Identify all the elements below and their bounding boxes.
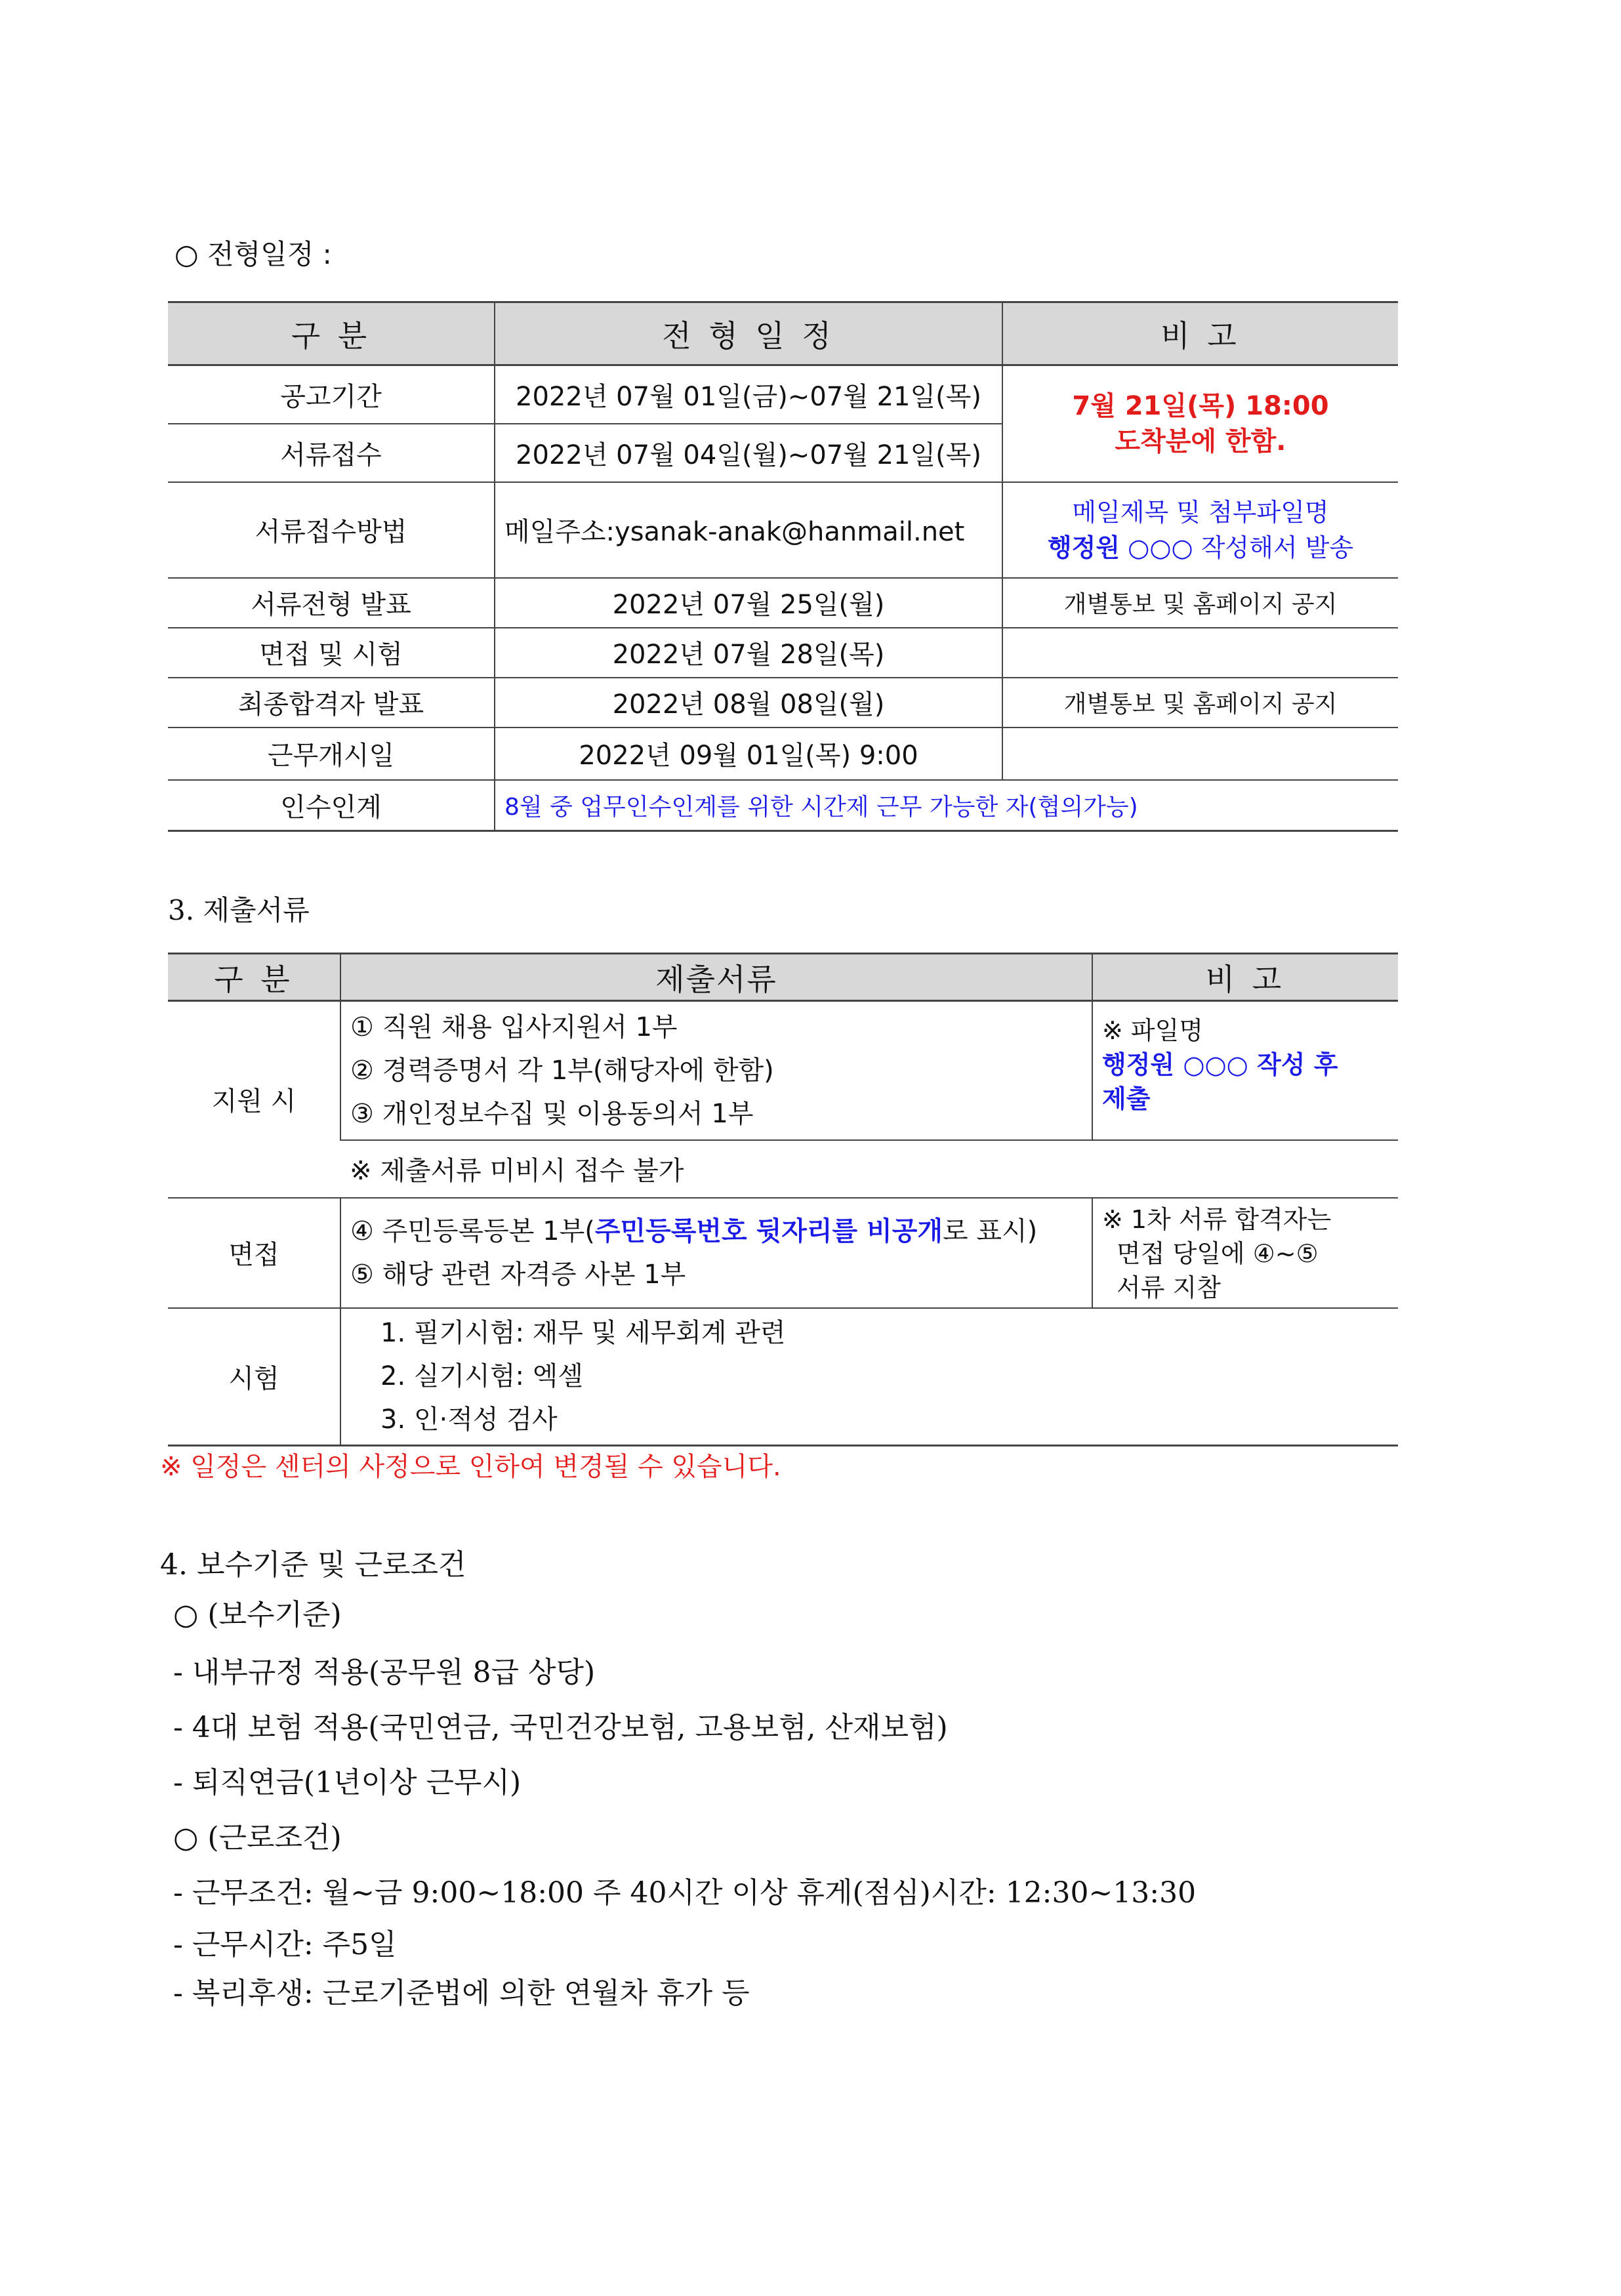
schedule-date: 2022년 09월 01일(목) 9:00 xyxy=(495,728,1002,780)
documents-header-note: 비 고 xyxy=(1092,954,1398,1001)
schedule-deadline-note xyxy=(1002,365,1398,482)
list-item: ⑤ 해당 관련 자격증 사본 1부 xyxy=(350,1259,686,1290)
schedule-date: 2022년 07월 04일(월)~07월 21일(목) xyxy=(495,424,1002,482)
interview-note-line1: ※ 1차 서류 합격자는 xyxy=(1102,1204,1332,1234)
documents-category-exam: 시험 xyxy=(168,1308,340,1446)
schedule-date: 2022년 07월 25일(월) xyxy=(495,578,1002,628)
documents-apply-items xyxy=(340,1001,1092,1140)
documents-category-interview: 면접 xyxy=(168,1198,340,1308)
schedule-mail-note xyxy=(1002,482,1398,578)
list-item: - 근무시간: 주5일 xyxy=(173,1928,397,1961)
list-item: 2. 실기시험: 엑셀 xyxy=(380,1361,583,1392)
table-row xyxy=(168,1308,1398,1446)
deadline-note-line1: 7월 21일(목) 18:00 xyxy=(1072,390,1329,421)
list-item: - 4대 보험 적용(국민연금, 국민건강보험, 고용보험, 산재보험) xyxy=(173,1711,948,1744)
schedule-note: 개별통보 및 홈페이지 공지 xyxy=(1002,578,1398,628)
list-item: ③ 개인정보수집 및 이용동의서 1부 xyxy=(350,1098,754,1129)
table-row xyxy=(168,780,1398,831)
schedule-header-category: 구 분 xyxy=(168,302,495,365)
pay-heading: 4. 보수기준 및 근로조건 xyxy=(160,1548,466,1582)
mail-note-line2 xyxy=(1012,530,1389,565)
table-row xyxy=(168,482,1398,578)
apply-note-line2: 행정원 ○○○ 작성 후 xyxy=(1102,1050,1338,1079)
schedule-header-note: 비 고 xyxy=(1002,302,1398,365)
schedule-category: 면접 및 시험 xyxy=(168,628,495,678)
schedule-note xyxy=(1002,728,1398,780)
schedule-date: 2022년 07월 01일(금)~07월 21일(목) xyxy=(495,365,1002,424)
table-row xyxy=(168,1140,1398,1198)
mail-note-rest: ○○○ 작성해서 발송 xyxy=(1120,533,1354,562)
interview-note-line3: 서류 지참 xyxy=(1117,1273,1221,1302)
mail-note-bold: 행정원 xyxy=(1047,533,1120,562)
pay-subheading-standard: ○ (보수기준) xyxy=(173,1598,342,1631)
table-row xyxy=(168,678,1398,728)
table-row xyxy=(168,628,1398,678)
schedule-date: 2022년 08월 08일(월) xyxy=(495,678,1002,728)
schedule-table xyxy=(168,301,1398,832)
table-row xyxy=(168,365,1398,424)
schedule-category: 서류접수 xyxy=(168,424,495,482)
pay-subheading-conditions: ○ (근로조건) xyxy=(173,1821,342,1855)
schedule-note: 개별통보 및 홈페이지 공지 xyxy=(1002,678,1398,728)
item4-pre: ④ 주민등록등본 1부( xyxy=(350,1216,595,1246)
apply-note-line1: ※ 파일명 xyxy=(1102,1016,1204,1045)
list-item: 3. 인·적성 검사 xyxy=(380,1404,558,1435)
deadline-note-line2: 도착분에 한함. xyxy=(1115,426,1286,457)
schedule-category: 인수인계 xyxy=(168,780,495,831)
documents-apply-note xyxy=(1092,1001,1398,1140)
documents-category-apply: 지원 시 xyxy=(168,1001,340,1198)
list-item: ① 직원 채용 입사지원서 1부 xyxy=(350,1012,678,1042)
documents-warning: ※ 제출서류 미비시 접수 불가 xyxy=(340,1140,1398,1198)
schedule-email: 메일주소:ysanak-anak@hanmail.net xyxy=(495,482,1002,578)
list-item: ② 경력증명서 각 1부(해당자에 한함) xyxy=(350,1055,774,1086)
documents-header-docs: 제출서류 xyxy=(340,954,1092,1001)
table-row xyxy=(168,1198,1398,1308)
interview-note-line2: 면접 당일에 ④~⑤ xyxy=(1117,1239,1319,1268)
documents-footnote: ※ 일정은 센터의 사정으로 인하여 변경될 수 있습니다. xyxy=(160,1452,781,1482)
schedule-header-date: 전 형 일 정 xyxy=(495,302,1002,365)
schedule-date: 2022년 07월 28일(목) xyxy=(495,628,1002,678)
list-item: - 퇴직연금(1년이상 근무시) xyxy=(173,1766,522,1799)
table-row xyxy=(168,578,1398,628)
schedule-handover: 8월 중 업무인수인계를 위한 시간제 근무 가능한 자(협의가능) xyxy=(495,780,1398,831)
schedule-category: 서류접수방법 xyxy=(168,482,495,578)
table-row xyxy=(168,1001,1398,1140)
apply-note-line3: 제출 xyxy=(1102,1084,1151,1113)
table-row xyxy=(168,728,1398,780)
documents-interview-note xyxy=(1092,1198,1398,1308)
pay-section xyxy=(160,1540,1196,2018)
list-item: - 근무조건: 월~금 9:00~18:00 주 40시간 이상 휴게(점심)시간: 12:30~13:30 xyxy=(173,1876,1197,1910)
mail-note-line1: 메일제목 및 첨부파일명 xyxy=(1072,497,1329,527)
schedule-note xyxy=(1002,628,1398,678)
list-item xyxy=(350,1210,1082,1253)
documents-exam-items xyxy=(340,1308,1398,1446)
schedule-category: 최종합격자 발표 xyxy=(168,678,495,728)
schedule-category: 공고기간 xyxy=(168,365,495,424)
list-item: - 내부규정 적용(공무원 8급 상당) xyxy=(173,1656,596,1689)
list-item: - 복리후생: 근로기준법에 의한 연월차 휴가 등 xyxy=(173,1977,750,2010)
item4-bold: 주민등록번호 뒷자리를 비공개 xyxy=(594,1216,943,1246)
documents-heading: 3. 제출서류 xyxy=(168,894,310,926)
documents-header-category: 구 분 xyxy=(168,954,340,1001)
documents-interview-items xyxy=(340,1198,1092,1308)
schedule-heading: ○ 전형일정 : xyxy=(174,238,332,270)
item4-post: 로 표시) xyxy=(943,1216,1038,1246)
list-item: 1. 필기시험: 재무 및 세무회계 관련 xyxy=(380,1318,786,1349)
schedule-category: 근무개시일 xyxy=(168,728,495,780)
schedule-category: 서류전형 발표 xyxy=(168,578,495,628)
documents-table xyxy=(168,953,1398,1446)
